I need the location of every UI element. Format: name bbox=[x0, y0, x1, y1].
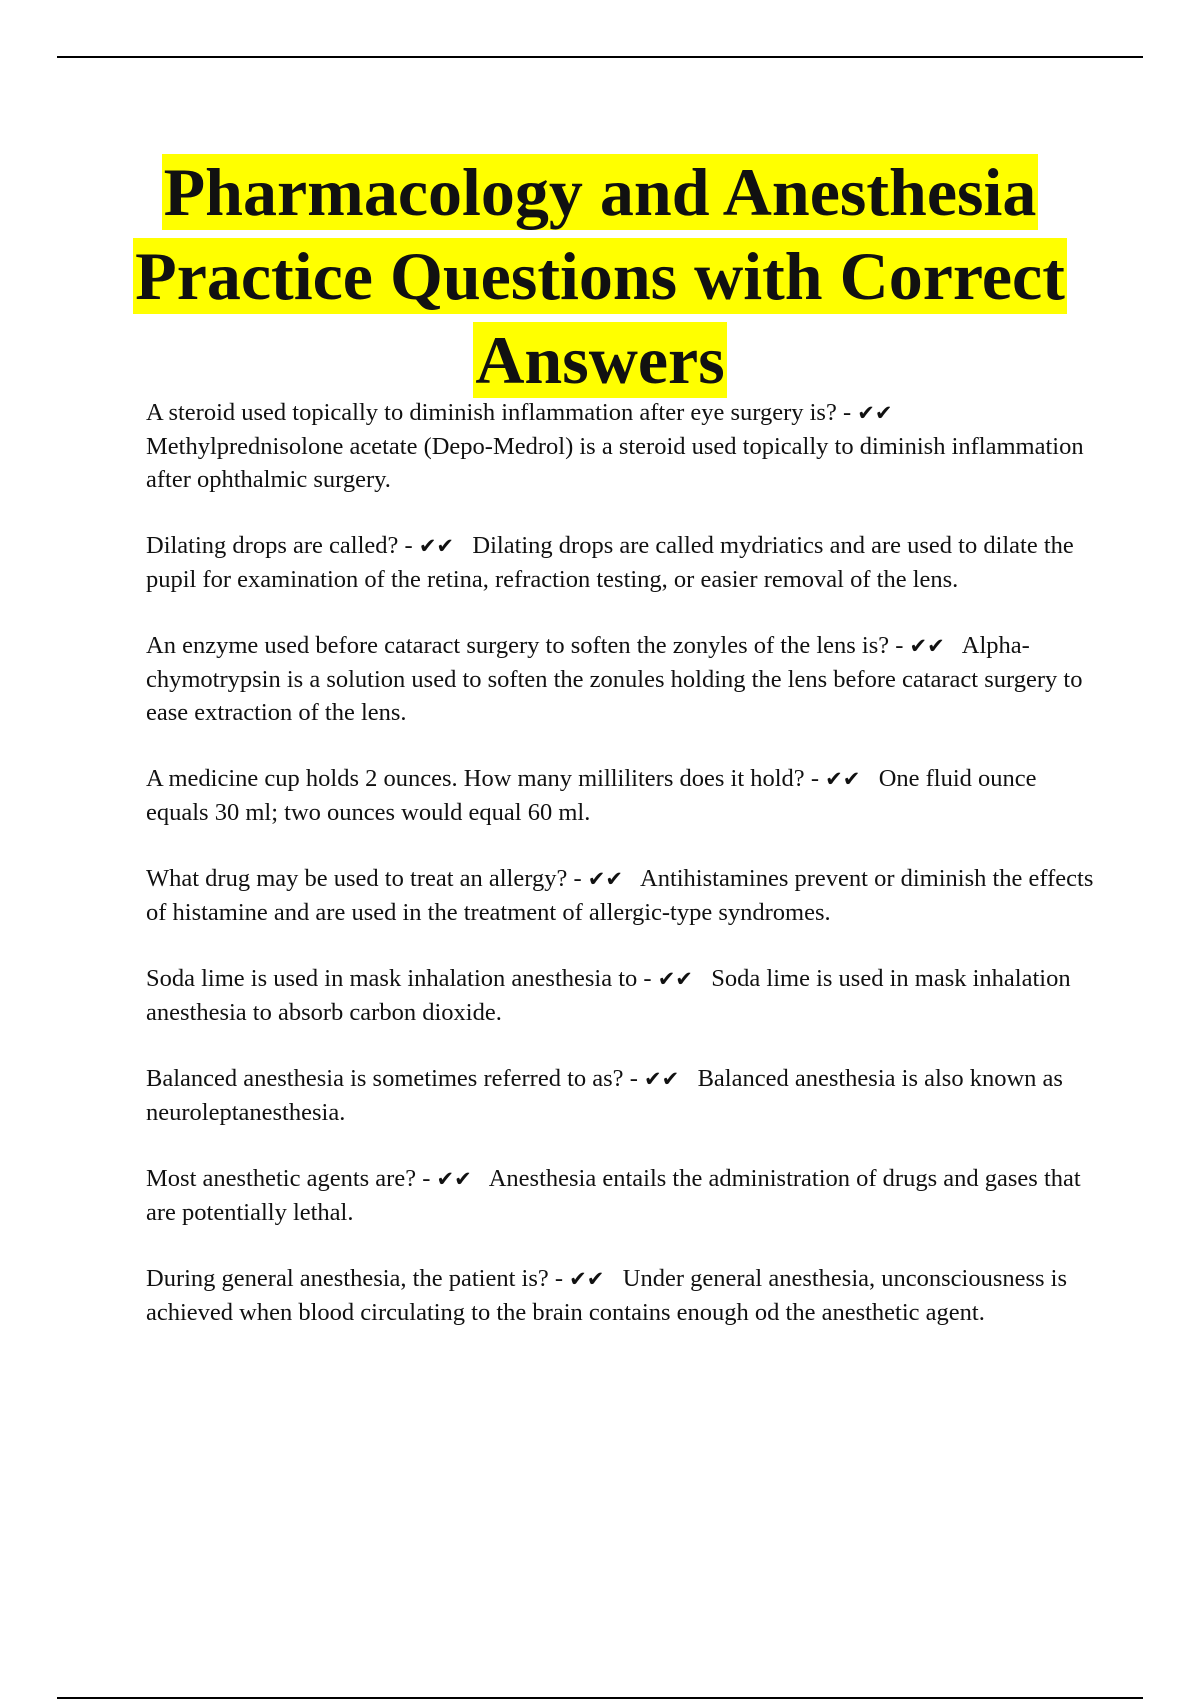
answer-text: Anesthesia entails the administration of drugs and gases that are potentially lethal. bbox=[146, 1165, 1081, 1226]
qa-item bbox=[146, 1262, 1096, 1329]
answer-text: Balanced anesthesia is also known as neuroleptanesthesia. bbox=[146, 1065, 1063, 1126]
question-text: An enzyme used before cataract surgery to soften the zonyles of the lens is? bbox=[146, 632, 890, 659]
double-check-icon: ✔✔ bbox=[643, 1067, 680, 1091]
qa-item bbox=[146, 629, 1096, 729]
qa-item bbox=[146, 762, 1096, 829]
double-check-icon: ✔✔ bbox=[857, 401, 893, 425]
answer-text: Antihistamines prevent or diminish the effects of histamine and are used in the treatment of allergic-type syndromes. bbox=[146, 865, 1094, 926]
question-separator: - bbox=[889, 632, 910, 659]
answer-text: One fluid ounce equals 30 ml; two ounces would equal 60 ml. bbox=[146, 765, 1037, 826]
question-separator: - bbox=[623, 1065, 644, 1092]
double-check-icon: ✔✔ bbox=[569, 1267, 605, 1291]
bottom-rule bbox=[57, 1697, 1143, 1699]
question-text: Balanced anesthesia is sometimes referred to as? bbox=[146, 1065, 624, 1092]
qa-item bbox=[146, 862, 1096, 929]
page-title bbox=[100, 150, 1100, 402]
answer-text: Alpha-chymotrypsin is a solution used to soften the zonules holding the lens before cataract surgery to ease extraction of the lens. bbox=[146, 632, 1083, 726]
question-text: Dilating drops are called? bbox=[146, 532, 399, 559]
qa-item bbox=[146, 396, 1096, 496]
qa-item bbox=[146, 962, 1096, 1029]
title-highlight: Pharmacology and Anesthesia Practice Questions with Correct Answers bbox=[135, 154, 1065, 398]
double-check-icon: ✔✔ bbox=[436, 1167, 472, 1191]
question-text: Most anesthetic agents are? bbox=[146, 1165, 417, 1192]
qa-item bbox=[146, 1062, 1096, 1129]
double-check-icon: ✔✔ bbox=[418, 534, 455, 558]
top-rule bbox=[57, 56, 1143, 58]
question-text: During general anesthesia, the patient is? bbox=[146, 1265, 549, 1292]
qa-list bbox=[146, 396, 1096, 1362]
double-check-icon: ✔✔ bbox=[657, 967, 693, 991]
question-separator: - bbox=[804, 765, 826, 792]
question-separator: - bbox=[637, 965, 658, 992]
question-text: A medicine cup holds 2 ounces. How many milliliters does it hold? bbox=[146, 765, 805, 792]
answer-text: Dilating drops are called mydriatics and are used to dilate the pupil for examination of the retina, refraction testing, or easier removal of the lens. bbox=[146, 532, 1074, 593]
double-check-icon: ✔✔ bbox=[909, 634, 945, 658]
answer-text: Under general anesthesia, unconsciousness is achieved when blood circulating to the brain contains enough od the anesthetic agent. bbox=[146, 1265, 1068, 1326]
question-separator: - bbox=[567, 865, 588, 892]
question-separator: - bbox=[398, 532, 419, 559]
answer-text: Soda lime is used in mask inhalation anesthesia to absorb carbon dioxide. bbox=[146, 965, 1071, 1026]
question-text: What drug may be used to treat an allergy? bbox=[146, 865, 568, 892]
answer-text: Methylprednisolone acetate (Depo-Medrol) is a steroid used topically to diminish inflammation after ophthalmic surgery. bbox=[146, 433, 1084, 493]
question-text: Soda lime is used in mask inhalation anesthesia to bbox=[146, 965, 638, 992]
question-separator: - bbox=[548, 1265, 570, 1292]
double-check-icon: ✔✔ bbox=[587, 867, 623, 891]
question-text: A steroid used topically to diminish inflammation after eye surgery is? bbox=[146, 399, 837, 426]
question-separator: - bbox=[416, 1165, 437, 1192]
qa-item bbox=[146, 529, 1096, 596]
double-check-icon: ✔✔ bbox=[825, 767, 861, 791]
question-separator: - bbox=[836, 399, 858, 426]
qa-item bbox=[146, 1162, 1096, 1229]
